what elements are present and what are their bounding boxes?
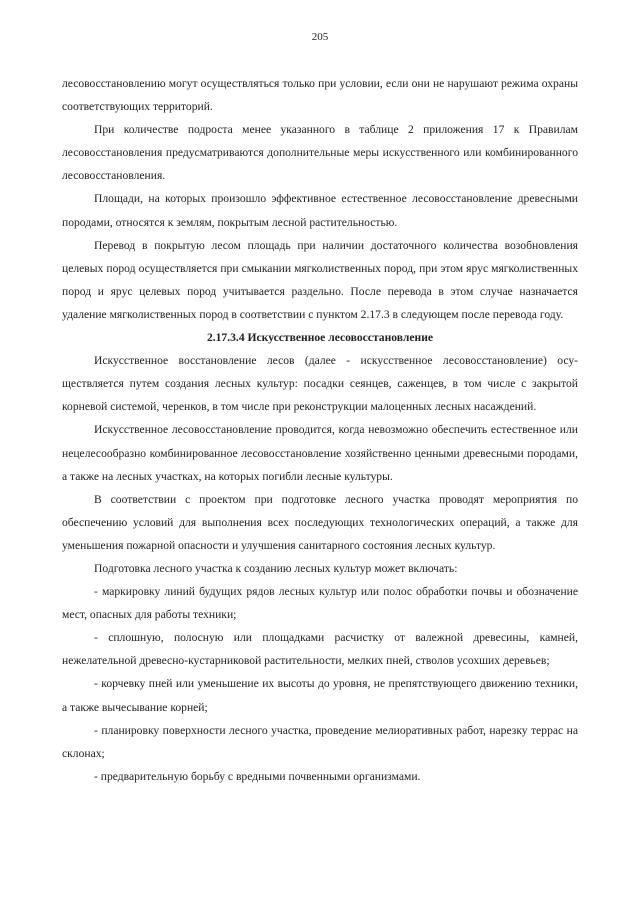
page-content bbox=[62, 72, 578, 788]
list-item: - маркировку линий будущих рядов лесных культур или полос обработки почвы и обозначение мест, опасных для работы техники; bbox=[62, 585, 578, 622]
page-number: 205 bbox=[311, 31, 329, 43]
list-item: - предварительную борьбу с вредными почвенными организмами. bbox=[94, 769, 421, 783]
paragraph-continuation: лесовосстановлению могут осуществляться только при условии, если они не нарушают режима охраны соответствующих территорий. bbox=[62, 77, 578, 114]
list-item: - сплошную, полосную или площадками расчистку от валежной древесины, камней, нежелательной древесно-кустарниковой растительности, мелких пней, стволов усохших деревьев; bbox=[62, 631, 578, 668]
paragraph-artificial-definition: Искусственное восстановление лесов (далее - искусственное лесовосстановление) осуществляется путем создания лесных культур: посадки сеянцев, саженцев, в том числе с закрытой корневой системой, черенков, в том числе при реконструкции малоценных лесных насаждений. bbox=[62, 354, 578, 414]
section-heading: 2.17.3.4 Искусственное лесовосстановление bbox=[206, 331, 434, 345]
paragraph-artificial-conditions: Искусственное лесовосстановление проводится, когда невозможно обеспечить естественное или нецелесообразно комбинированное лесовосстановление хозяйственно ценными древесными породами, а также на лесных участках, на которых погибли лесные культуры. bbox=[62, 423, 578, 483]
paragraph-preparation-intro: Подготовка лесного участка к созданию лесных культур может включать: bbox=[94, 561, 458, 575]
list-item: - корчевку пней или уменьшение их высоты до уровня, не препятствующего движению техники, а также вычесывание корней; bbox=[62, 677, 578, 714]
paragraph-transfer: Перевод в покрытую лесом площадь при наличии достаточного количества возобновления целевых пород осуществляется при смыкании мягколиственных пород, при этом ярус мягколиственных пород и ярус целевых пород учитывается раздельно. После перевода в этом случае назначается удаление мягколиственных пород в соответствии с пунктом 2.17.3 в следующем после перевода году. bbox=[62, 238, 578, 321]
paragraph-natural-regeneration: Площади, на которых произошло эффективное естественное лесовосстановление древесными породами, относятся к землям, покрытым лесной растительностью. bbox=[62, 192, 578, 229]
paragraph-undergrowth: При количестве подроста менее указанного в таблице 2 приложения 17 к Правилам лесовосстановления предусматриваются дополнительные меры искусственного или комбинированного лесовосстановления. bbox=[62, 123, 578, 183]
list-item: - планировку поверхности лесного участка, проведение мелиоративных работ, нарезку террас на склонах; bbox=[62, 723, 578, 760]
paragraph-site-preparation: В соответствии с проектом при подготовке лесного участка проводят мероприятия по обеспечению условий для выполнения всех последующих технологических операций, а также для уменьшения пожарной опасности и улучшения санитарного состояния лесных культур. bbox=[62, 492, 578, 552]
